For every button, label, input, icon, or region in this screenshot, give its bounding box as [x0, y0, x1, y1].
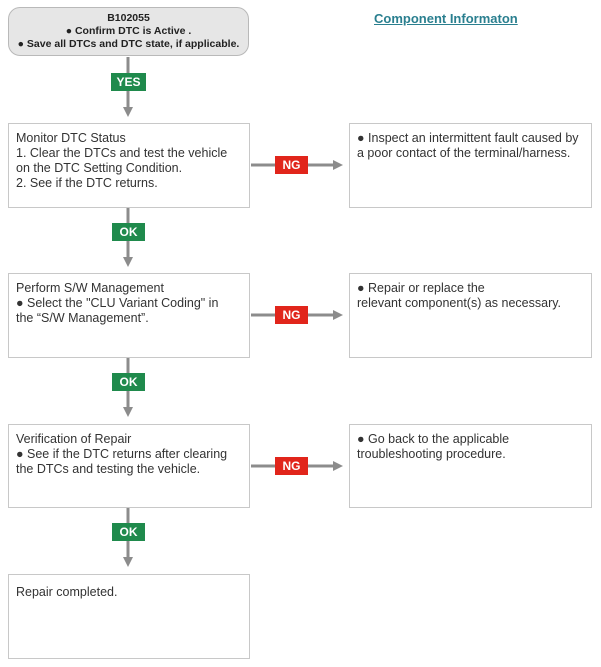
step-text: the DTCs and testing the vehicle. — [16, 462, 201, 476]
ng-action-text: ● Go back to the applicable — [357, 432, 510, 446]
ok-badge-1: OK — [112, 223, 145, 241]
final-text: Repair completed. — [16, 585, 118, 599]
repair-completed-box — [8, 574, 250, 659]
step-text: ● See if the DTC returns after clearing — [16, 447, 228, 461]
ok-badge-2: OK — [112, 373, 145, 391]
ng-action-text: ● Repair or replace the — [357, 281, 485, 295]
ng-badge-1: NG — [275, 156, 308, 174]
yes-badge: YES — [111, 73, 146, 91]
step-title: Perform S/W Management — [16, 281, 164, 295]
step-title: Verification of Repair — [16, 432, 132, 446]
step-sw-management-box — [8, 273, 250, 358]
ng-action-text: a poor contact of the terminal/harness. — [357, 146, 571, 160]
ng-action-text: relevant component(s) as necessary. — [357, 296, 562, 310]
component-information-link[interactable]: Component Informaton — [374, 11, 518, 26]
start-condition-box — [8, 7, 249, 56]
ng-badge-3: NG — [275, 457, 308, 475]
ng-action-text: troubleshooting procedure. — [357, 447, 506, 461]
dtc-code: B102055 — [107, 12, 150, 24]
step-text: 1. Clear the DTCs and test the vehicle — [16, 146, 228, 160]
step-monitor-dtc-box — [8, 123, 250, 208]
confirm-dtc-text: ● Confirm DTC is Active . — [65, 25, 192, 37]
ok-badge-3: OK — [112, 523, 145, 541]
ng-action-box-1 — [349, 123, 592, 208]
step-verification-box — [8, 424, 250, 508]
step-text: ● Select the "CLU Variant Coding" in — [16, 296, 219, 310]
save-dtcs-text: ● Save all DTCs and DTC state, if applicable. — [17, 38, 240, 50]
step-text: 2. See if the DTC returns. — [16, 176, 158, 190]
step-title: Monitor DTC Status — [16, 131, 126, 145]
ng-badge-2: NG — [275, 306, 308, 324]
ng-action-box-2 — [349, 273, 592, 358]
ng-action-text: ● Inspect an intermittent fault caused by — [357, 131, 579, 145]
step-text: the “S/W Management”. — [16, 311, 149, 325]
ng-action-box-3 — [349, 424, 592, 508]
step-text: on the DTC Setting Condition. — [16, 161, 183, 175]
